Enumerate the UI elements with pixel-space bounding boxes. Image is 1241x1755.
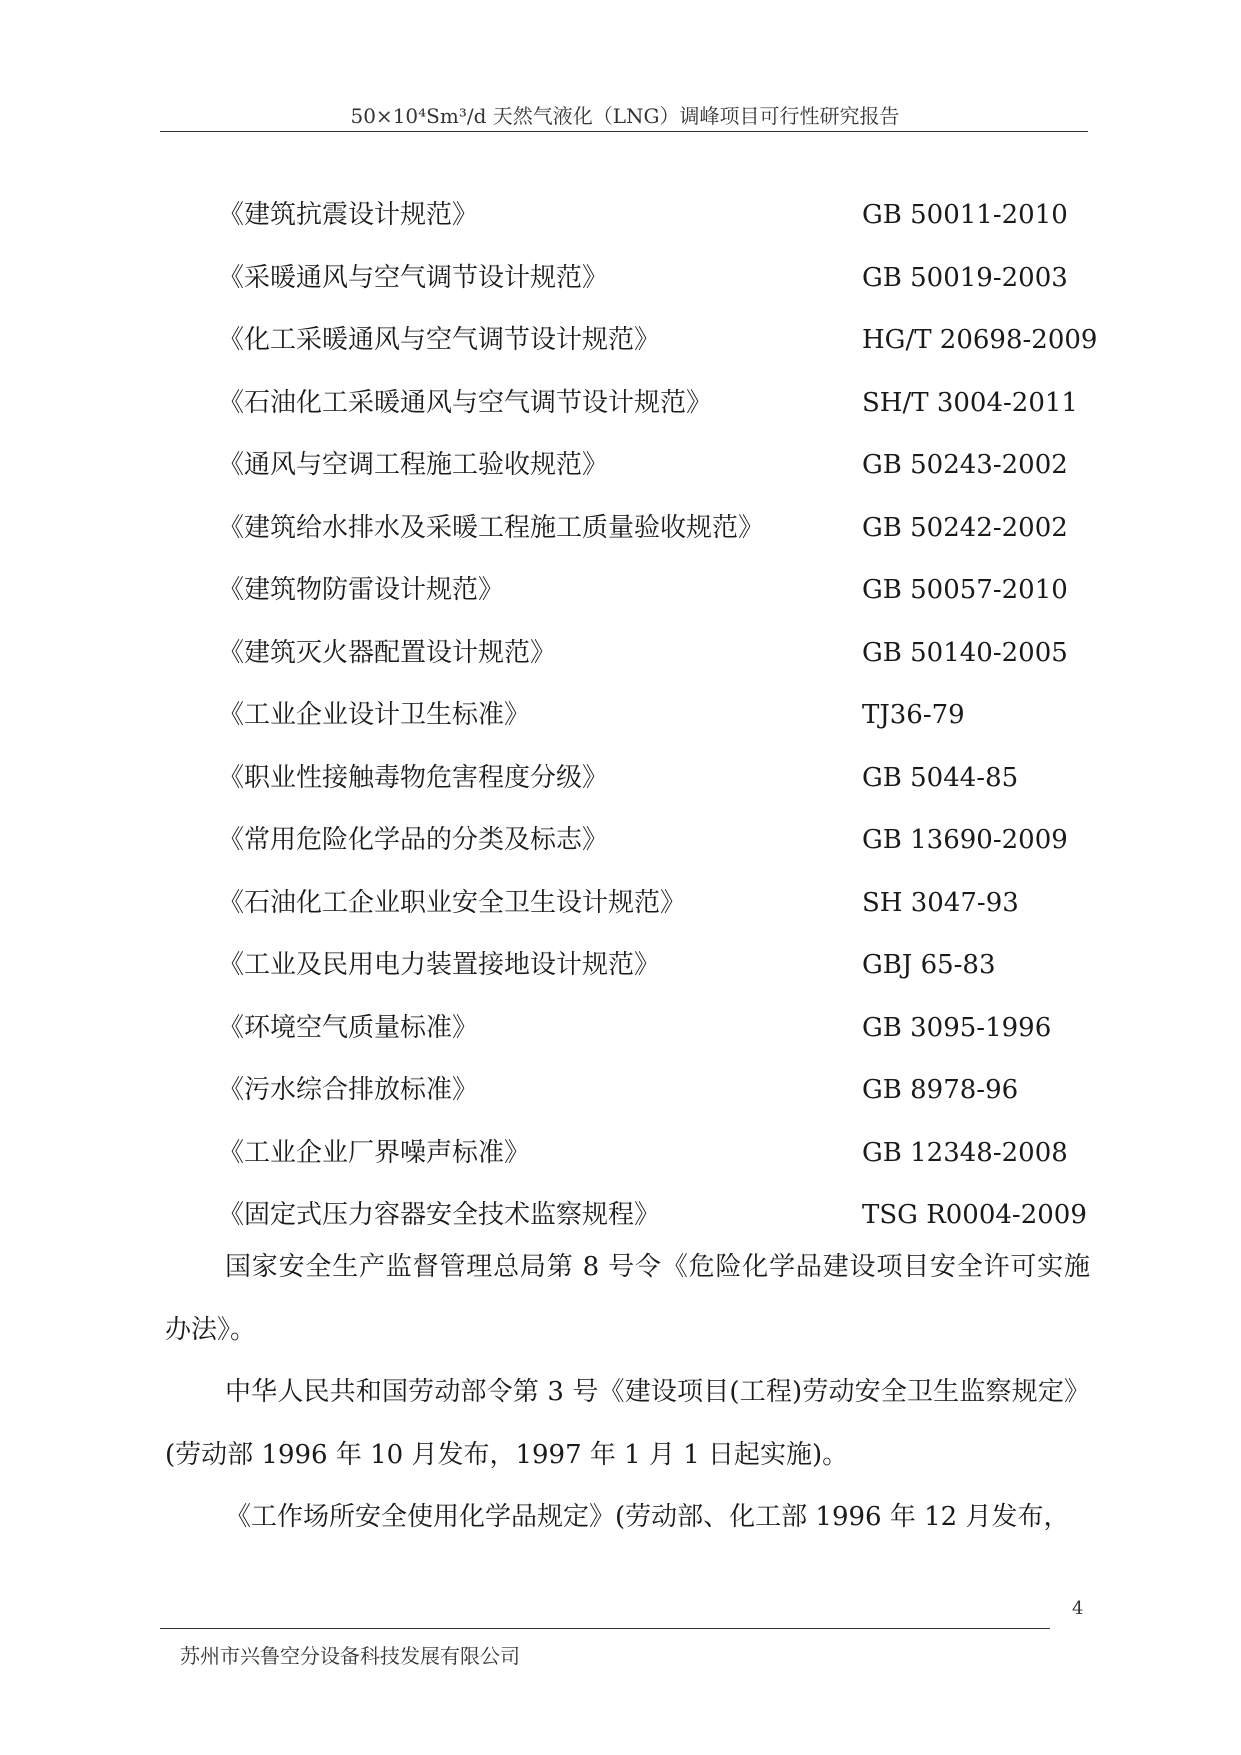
standard-row — [218, 872, 1098, 935]
standard-row — [218, 747, 1098, 810]
standard-name: 《职业性接触毒物危害程度分级》 — [218, 762, 609, 793]
body-paragraphs — [165, 1236, 1090, 1549]
standard-name: 《建筑抗震设计规范》 — [218, 200, 479, 230]
standard-code: GB 12348-2008 — [862, 1137, 1068, 1168]
standard-code: TSG R0004-2009 — [862, 1200, 1087, 1230]
paragraph-workplace-chemicals: 《工作场所安全使用化学品规定》(劳动部、化工部 1996 年 12 月发布， — [225, 1502, 1070, 1532]
standard-code: SH 3047-93 — [862, 887, 1019, 918]
standard-row — [218, 997, 1098, 1060]
standard-row — [218, 372, 1098, 435]
standard-code: GB 50140-2005 — [862, 637, 1068, 668]
standard-row — [218, 1059, 1098, 1122]
standards-list — [218, 184, 1098, 1247]
standard-row — [218, 434, 1098, 497]
standard-name: 《化工采暖通风与空气调节设计规范》 — [218, 325, 661, 355]
standard-code: GB 50243-2002 — [862, 450, 1068, 480]
standard-name: 《工业企业设计卫生标准》 — [218, 700, 531, 730]
standard-name: 《常用危险化学品的分类及标志》 — [218, 825, 609, 855]
standard-row — [218, 622, 1098, 685]
standard-row — [218, 934, 1098, 997]
footer-company-name: 苏州市兴鲁空分设备科技发展有限公司 — [180, 1644, 520, 1668]
standard-name: 《污水综合排放标准》 — [218, 1075, 479, 1105]
standard-row — [218, 247, 1098, 310]
paragraph-labor-ministry-order: 中华人民共和国劳动部令第 3 号《建设项目(工程)劳动安全卫生监察规定》(劳动部 1996 年 10 月发布，1997 年 1 月 1 日起实施)。 — [165, 1377, 1090, 1470]
standard-name: 《固定式压力容器安全技术监察规程》 — [218, 1200, 661, 1230]
standard-name: 《石油化工采暖通风与空气调节设计规范》 — [218, 387, 713, 418]
header-divider — [160, 131, 1088, 132]
standard-name: 《环境空气质量标准》 — [218, 1012, 479, 1043]
standard-row — [218, 559, 1098, 622]
standard-row — [218, 809, 1098, 872]
footer-divider — [160, 1628, 1050, 1629]
standard-code: GBJ 65-83 — [862, 950, 996, 980]
page-header-title: 50×10⁴Sm³/d 天然气液化（LNG）调峰项目可行性研究报告 — [350, 104, 900, 128]
standard-code: GB 50057-2010 — [862, 575, 1068, 605]
standard-code: GB 3095-1996 — [862, 1012, 1052, 1043]
standard-code: GB 50242-2002 — [862, 512, 1068, 543]
standard-name: 《工业及民用电力装置接地设计规范》 — [218, 950, 661, 980]
standard-code: TJ36-79 — [862, 700, 965, 730]
standard-code: GB 13690-2009 — [862, 825, 1068, 855]
standard-name: 《通风与空调工程施工验收规范》 — [218, 450, 609, 480]
standard-name: 《石油化工企业职业安全卫生设计规范》 — [218, 887, 687, 918]
standard-code: GB 5044-85 — [862, 762, 1019, 793]
paragraph-safety-permit-order: 国家安全生产监督管理总局第 8 号令《危险化学品建设项目安全许可实施办法》。 — [165, 1252, 1090, 1345]
standard-code: GB 50019-2003 — [862, 262, 1068, 293]
standard-name: 《工业企业厂界噪声标准》 — [218, 1137, 531, 1168]
standard-name: 《建筑灭火器配置设计规范》 — [218, 637, 557, 668]
standard-code: SH/T 3004-2011 — [862, 387, 1078, 418]
standard-code: GB 8978-96 — [862, 1075, 1019, 1105]
standard-row — [218, 1122, 1098, 1185]
standard-row — [218, 309, 1098, 372]
standard-code: HG/T 20698-2009 — [862, 325, 1098, 355]
standard-name: 《建筑给水排水及采暖工程施工质量验收规范》 — [218, 512, 765, 543]
page-number: 4 — [1072, 1598, 1084, 1619]
standard-name: 《建筑物防雷设计规范》 — [218, 575, 505, 605]
standard-row — [218, 184, 1098, 247]
standard-row — [218, 497, 1098, 560]
standard-name: 《采暖通风与空气调节设计规范》 — [218, 262, 609, 293]
standard-code: GB 50011-2010 — [862, 200, 1068, 230]
standard-row — [218, 684, 1098, 747]
